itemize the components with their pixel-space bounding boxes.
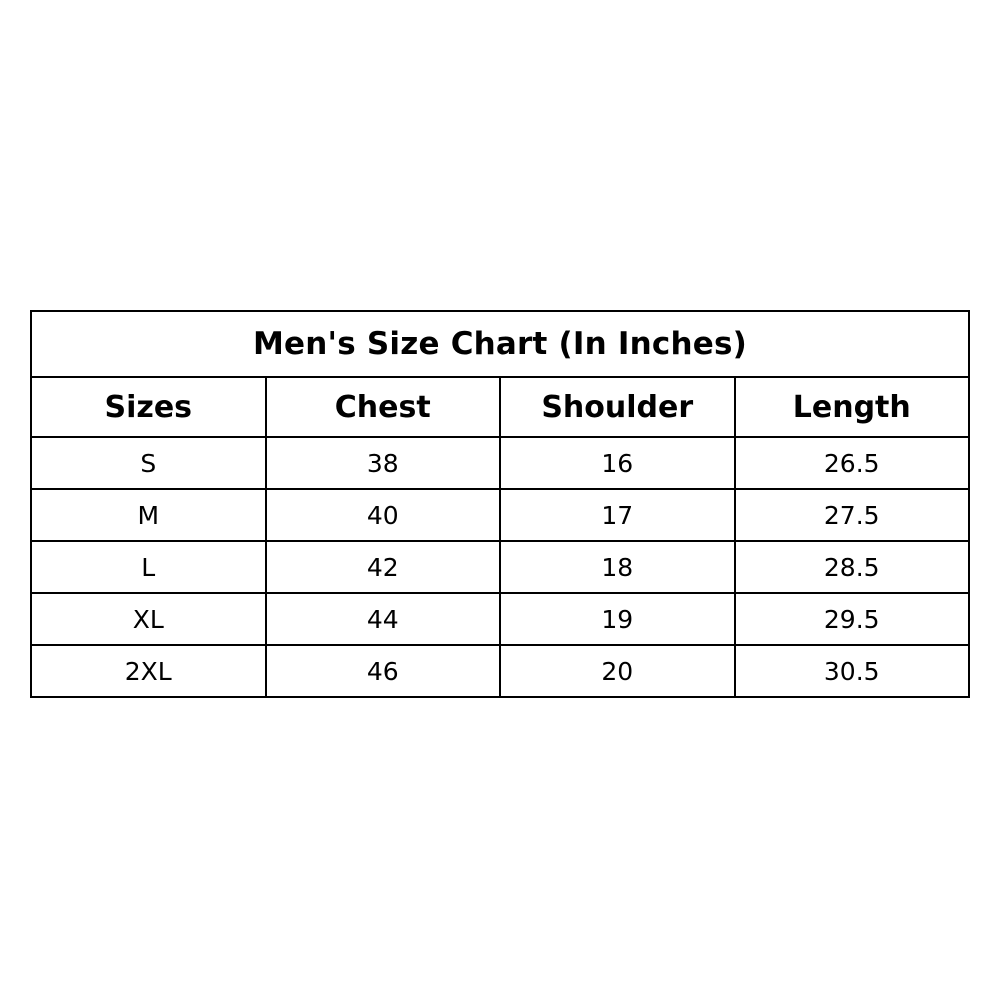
cell-shoulder: 17 [500,489,735,541]
cell-shoulder: 16 [500,437,735,489]
cell-shoulder: 20 [500,645,735,697]
cell-length: 26.5 [735,437,970,489]
table-row [31,437,969,489]
table-header-row [31,377,969,437]
cell-chest: 42 [266,541,501,593]
table-row [31,541,969,593]
cell-chest: 44 [266,593,501,645]
column-header-shoulder: Shoulder [500,377,735,437]
column-header-sizes: Sizes [31,377,266,437]
table-row [31,489,969,541]
cell-shoulder: 19 [500,593,735,645]
cell-size: 2XL [31,645,266,697]
cell-chest: 38 [266,437,501,489]
table-title-row [31,311,969,377]
cell-length: 30.5 [735,645,970,697]
cell-size: L [31,541,266,593]
cell-chest: 46 [266,645,501,697]
chart-title: Men's Size Chart (In Inches) [31,311,969,377]
cell-length: 27.5 [735,489,970,541]
column-header-length: Length [735,377,970,437]
cell-size: XL [31,593,266,645]
cell-size: S [31,437,266,489]
cell-size: M [31,489,266,541]
cell-chest: 40 [266,489,501,541]
cell-length: 29.5 [735,593,970,645]
table-row [31,645,969,697]
cell-length: 28.5 [735,541,970,593]
cell-shoulder: 18 [500,541,735,593]
size-chart-table [30,310,970,698]
table-row [31,593,969,645]
column-header-chest: Chest [266,377,501,437]
